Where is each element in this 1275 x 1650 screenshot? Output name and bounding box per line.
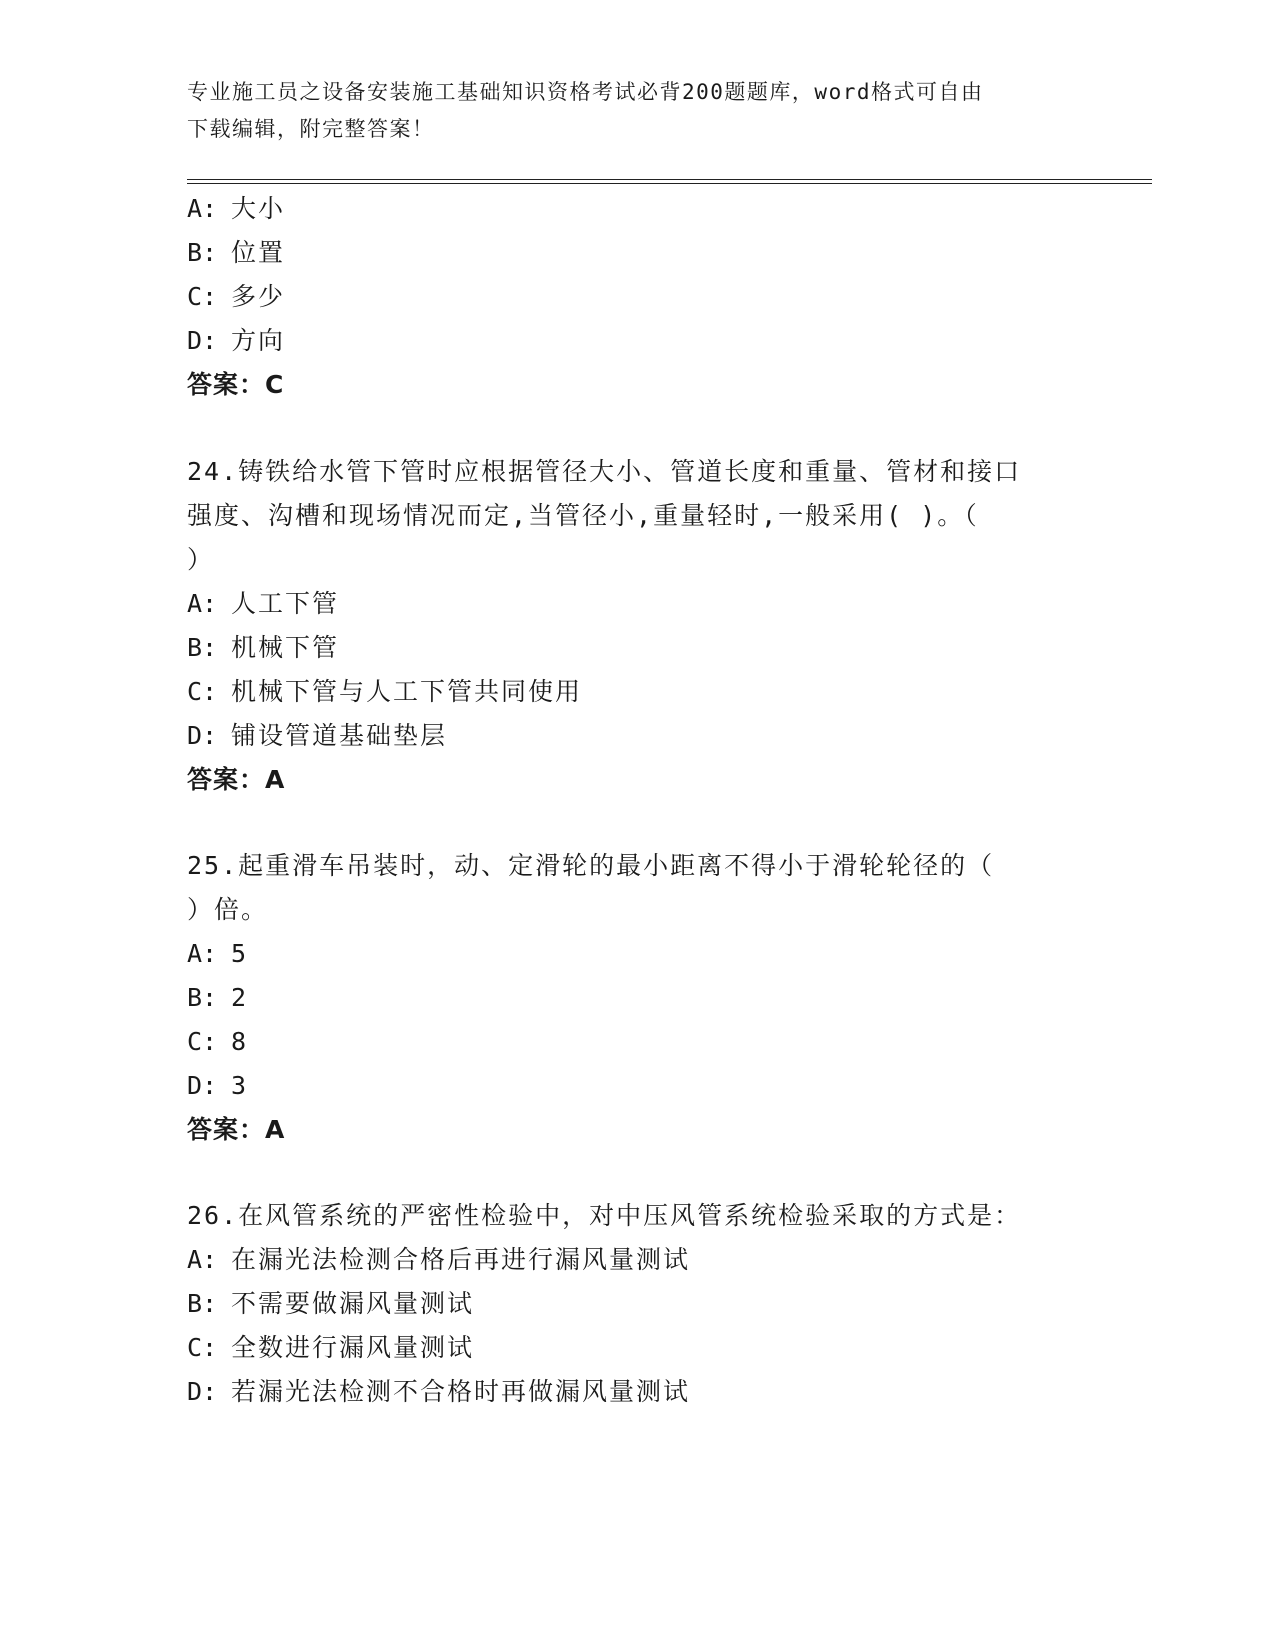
option-a [187,938,248,970]
option-letter: B: [187,238,218,267]
option-text: 人工下管 [231,589,340,618]
option-text: 3 [231,1071,249,1100]
answer-line: 答案：A [187,1115,286,1144]
option-text: 在漏光法检测合格后再进行漏风量测试 [231,1245,691,1274]
option-a [187,193,285,225]
option-letter: B: [187,633,218,662]
option-a [187,588,339,620]
document-header [187,74,1067,148]
option-letter: D: [187,1071,218,1100]
option-text: 多少 [231,282,286,311]
question-stem: ） [187,545,215,574]
option-b [187,632,339,664]
header-divider-top [187,179,1152,180]
option-letter: C: [187,677,218,706]
option-text: 大小 [231,194,286,223]
option-b [187,1288,474,1320]
option-letter: B: [187,1289,218,1318]
option-text: 5 [231,939,249,968]
answer-line: 答案：C [187,370,285,399]
option-a [187,1244,690,1276]
option-text: 机械下管 [231,633,340,662]
option-d [187,325,285,357]
option-letter: D: [187,1377,218,1406]
option-c [187,1026,248,1058]
question-stem: 24.铸铁给水管下管时应根据管径大小、管道长度和重量、管材和接口 [187,457,1022,486]
option-text: 位置 [231,238,286,267]
option-d [187,1070,248,1102]
option-text: 2 [231,983,249,1012]
option-text: 若漏光法检测不合格时再做漏风量测试 [231,1377,691,1406]
header-line-2: 下载编辑，附完整答案！ [187,117,435,141]
option-letter: A: [187,939,218,968]
header-line-1: 专业施工员之设备安装施工基础知识资格考试必背200题题库，word格式可自由 [187,80,984,104]
header-divider-bottom [187,183,1152,184]
option-b [187,237,285,269]
option-c [187,676,582,708]
question-stem: ）倍。 [187,895,269,924]
option-d [187,720,447,752]
option-letter: A: [187,194,218,223]
option-text: 机械下管与人工下管共同使用 [231,677,583,706]
option-text: 铺设管道基础垫层 [231,721,448,750]
option-letter: D: [187,721,218,750]
question-stem: 26.在风管系统的严密性检验中，对中压风管系统检验采取的方式是： [187,1201,1022,1230]
option-letter: D: [187,326,218,355]
option-letter: A: [187,1245,218,1274]
option-letter: A: [187,589,218,618]
option-text: 8 [231,1027,249,1056]
option-letter: B: [187,983,218,1012]
answer-line: 答案：A [187,765,286,794]
option-letter: C: [187,1027,218,1056]
option-text: 不需要做漏风量测试 [231,1289,475,1318]
option-c [187,281,285,313]
option-c [187,1332,474,1364]
option-letter: C: [187,282,218,311]
option-text: 全数进行漏风量测试 [231,1333,475,1362]
question-stem: 25.起重滑车吊装时，动、定滑轮的最小距离不得小于滑轮轮径的（ [187,851,995,880]
question-stem: 强度、沟槽和现场情况而定,当管径小,重量轻时,一般采用( )。（ [187,501,979,530]
option-d [187,1376,690,1408]
option-letter: C: [187,1333,218,1362]
option-text: 方向 [231,326,286,355]
option-b [187,982,248,1014]
